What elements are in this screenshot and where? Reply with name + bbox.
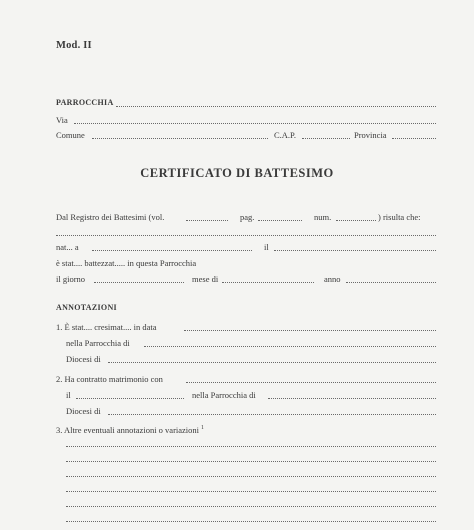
- town-field[interactable]: [92, 138, 268, 139]
- street-label: Via: [56, 115, 68, 125]
- year-label: anno: [324, 274, 341, 284]
- register-num-field[interactable]: [336, 220, 376, 221]
- province-field[interactable]: [392, 138, 436, 139]
- marriage-diocese-label: Diocesi di: [66, 406, 101, 416]
- town-label: Comune: [56, 130, 85, 140]
- month-label: mese di: [192, 274, 219, 284]
- marriage-diocese-field[interactable]: [108, 414, 436, 415]
- year-field[interactable]: [346, 282, 436, 283]
- birth-date-field[interactable]: [274, 250, 436, 251]
- other-annotations-line[interactable]: [66, 461, 436, 462]
- confirmation-label: 1. È stat.... cresimat.... in data: [56, 322, 157, 332]
- month-field[interactable]: [222, 282, 314, 283]
- other-annotations-line[interactable]: [66, 476, 436, 477]
- birthplace-field[interactable]: [92, 250, 252, 251]
- birth-date-label: il: [264, 242, 269, 252]
- other-annotations-line[interactable]: [66, 521, 436, 522]
- confirmation-date-field[interactable]: [184, 330, 436, 331]
- day-label: il giorno: [56, 274, 86, 284]
- marriage-parish-field[interactable]: [268, 398, 436, 399]
- baptized-label: è stat.... battezzat..... in questa Parrocchia: [56, 258, 197, 268]
- document-title: CERTIFICATO DI BATTESIMO: [140, 166, 334, 180]
- other-annotations-label: [56, 425, 204, 435]
- annotations-heading: ANNOTAZIONI: [56, 303, 117, 312]
- confirmation-parish-field[interactable]: [144, 346, 436, 347]
- confirmation-diocese-field[interactable]: [108, 362, 436, 363]
- register-num-label: num.: [314, 212, 332, 222]
- marriage-parish-label: nella Parrocchia di: [192, 390, 256, 400]
- other-annotations-line[interactable]: [66, 446, 436, 447]
- zip-label: C.A.P.: [274, 130, 296, 140]
- other-annotations-line[interactable]: [66, 491, 436, 492]
- register-page-label: pag.: [240, 212, 255, 222]
- province-label: Provincia: [354, 130, 387, 140]
- parish-label: PARROCCHIA: [56, 98, 114, 107]
- other-annotations-line[interactable]: [66, 506, 436, 507]
- marriage-label: 2. Ha contratto matrimonio con: [56, 374, 163, 384]
- zip-field[interactable]: [302, 138, 350, 139]
- parish-field[interactable]: [116, 106, 436, 107]
- form-id: Mod. II: [56, 40, 92, 51]
- marriage-date-label: il: [66, 390, 71, 400]
- confirmation-parish-label: nella Parrocchia di: [66, 338, 130, 348]
- spouse-field[interactable]: [186, 382, 436, 383]
- street-field[interactable]: [74, 123, 436, 124]
- confirmation-diocese-label: Diocesi di: [66, 354, 101, 364]
- register-volume-field[interactable]: [186, 220, 228, 221]
- footnote-marker: 1: [201, 425, 205, 432]
- register-page-field[interactable]: [258, 220, 302, 221]
- marriage-date-field[interactable]: [76, 398, 184, 399]
- other-annotations-text: 3. Altre eventuali annotazioni o variazioni: [56, 425, 200, 435]
- register-from-label: Dal Registro dei Battesimi (vol.: [56, 212, 165, 222]
- day-field[interactable]: [94, 282, 184, 283]
- register-result-label: ) risulta che:: [378, 212, 421, 222]
- name-field[interactable]: [56, 235, 436, 236]
- born-label: nat... a: [56, 242, 79, 252]
